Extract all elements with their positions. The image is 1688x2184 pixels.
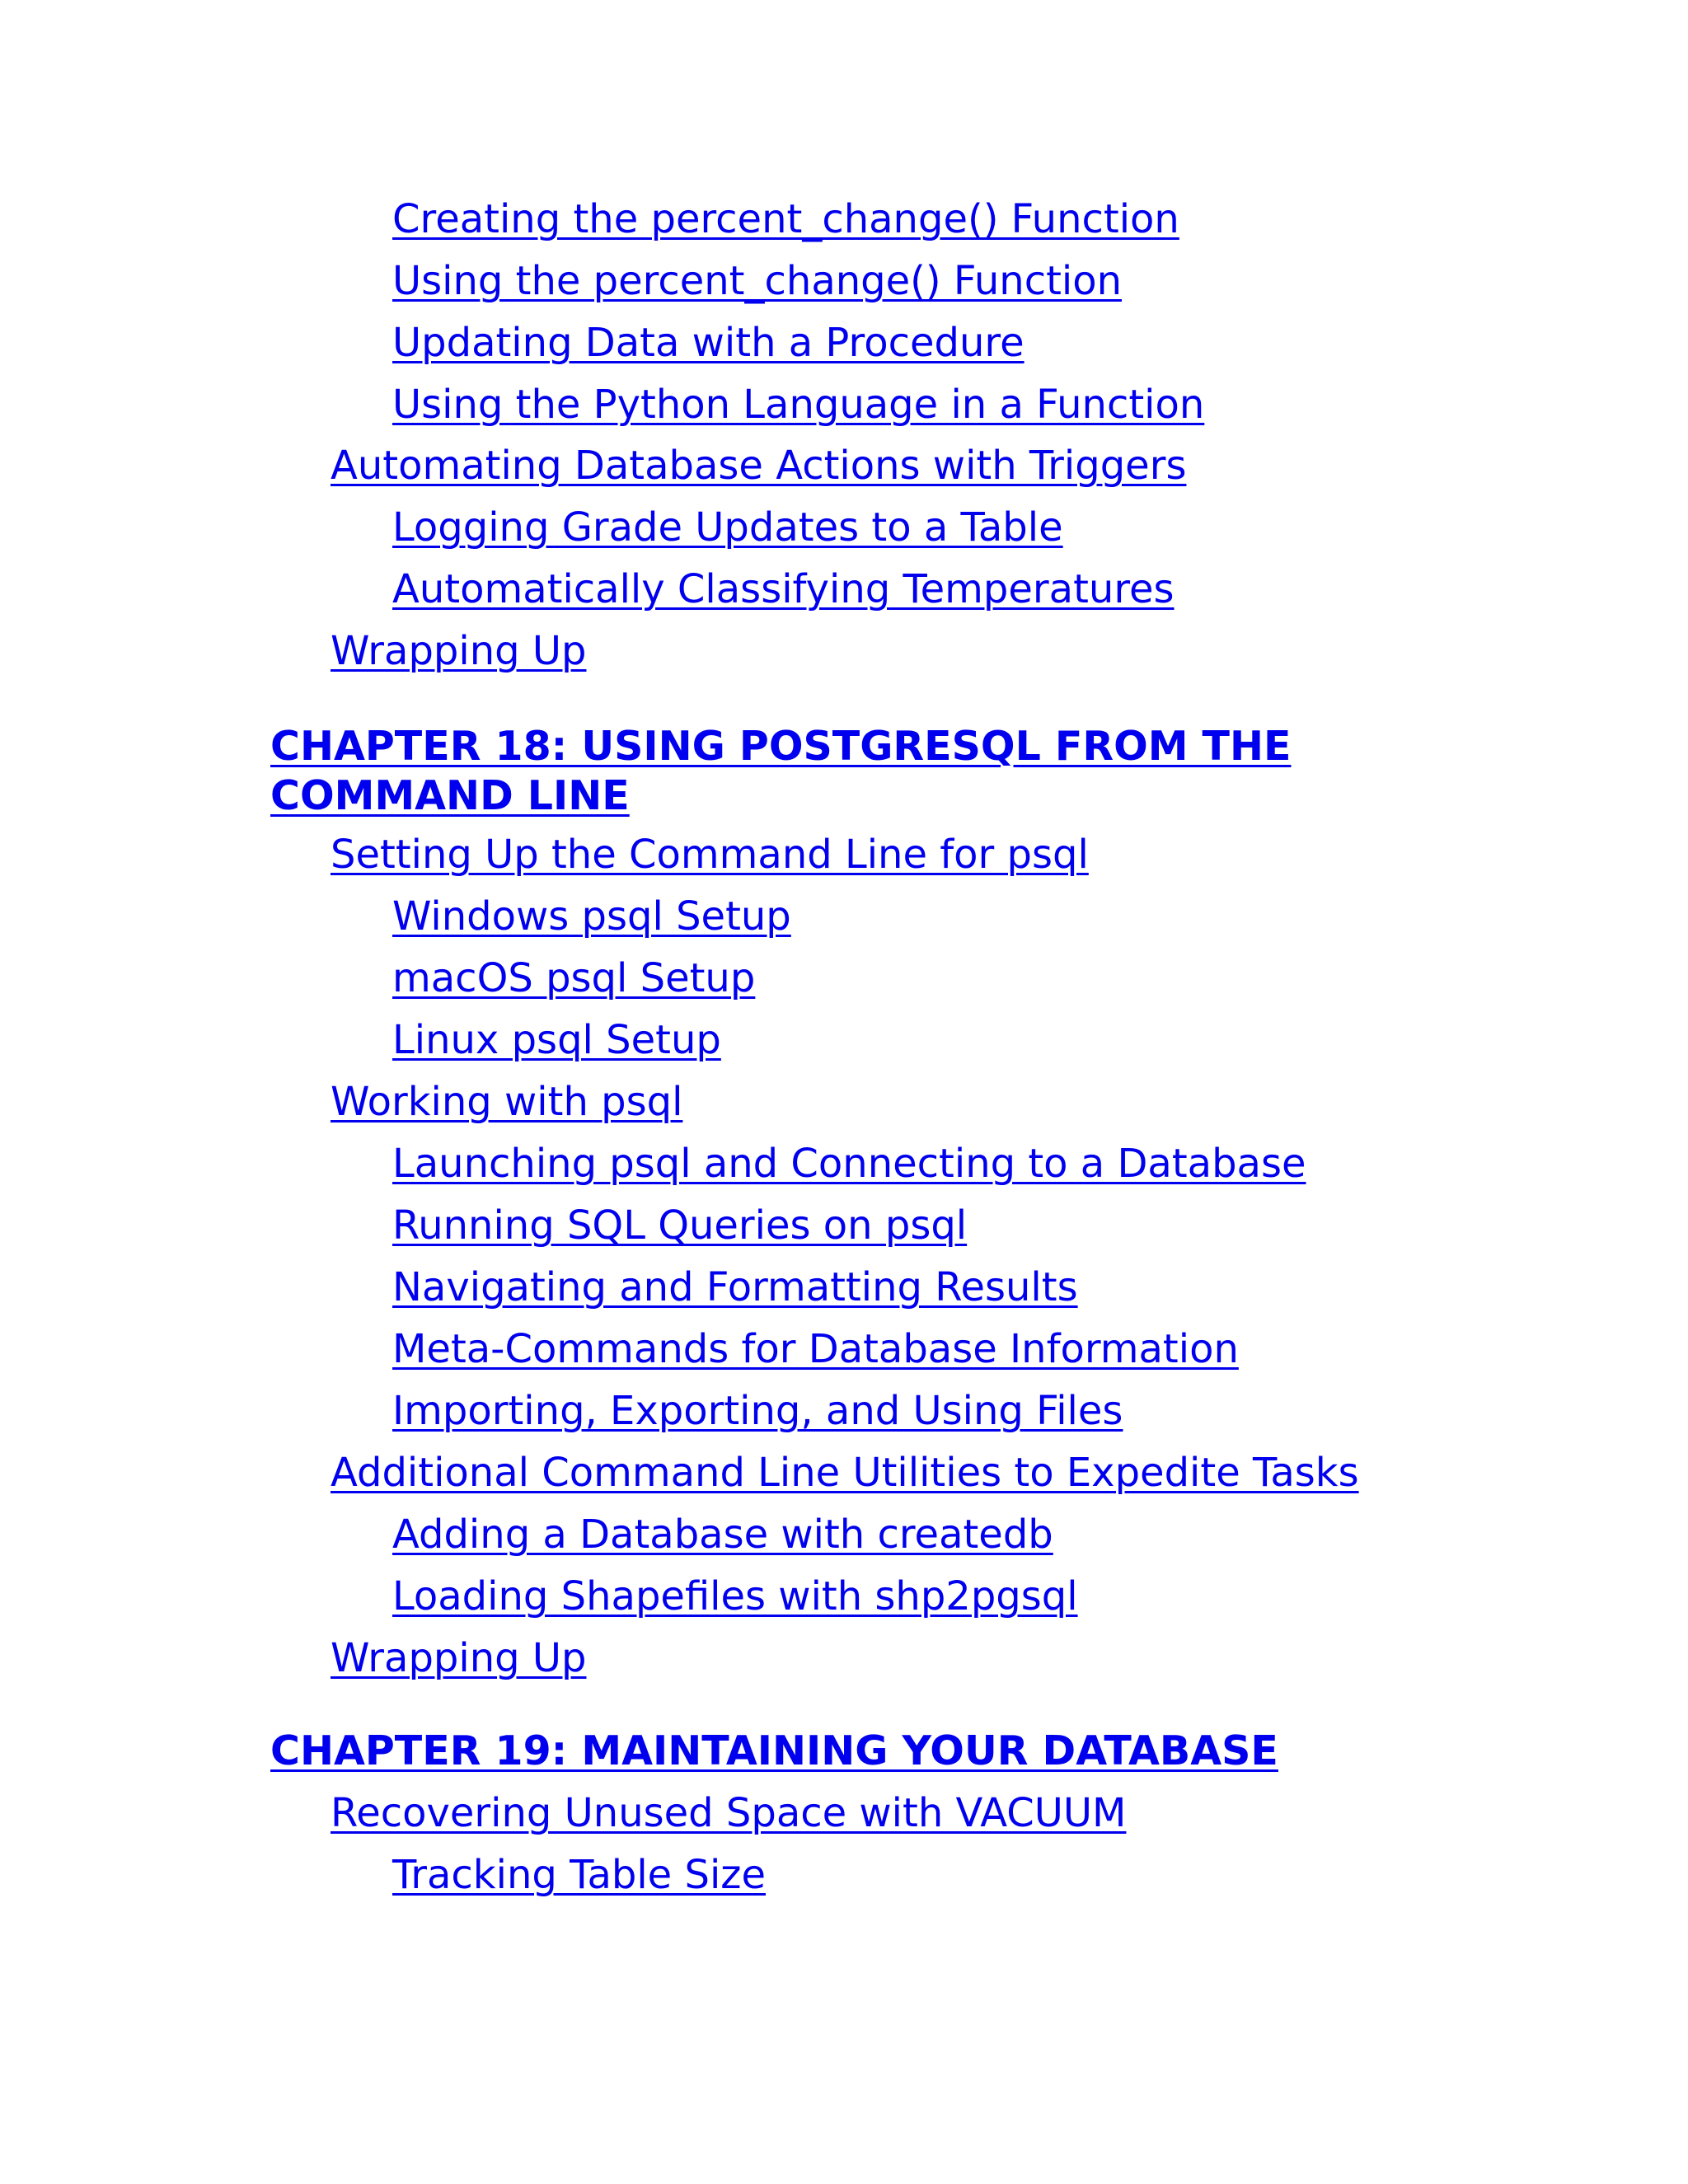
toc-link-macos-psql-setup[interactable]: macOS psql Setup <box>392 955 756 1001</box>
toc-link-automatically-classifying-temperatures[interactable]: Automatically Classifying Temperatures <box>392 566 1175 612</box>
toc-link-importing-exporting-files[interactable]: Importing, Exporting, and Using Files <box>392 1388 1123 1434</box>
toc-link-tracking-table-size[interactable]: Tracking Table Size <box>392 1852 766 1898</box>
toc-link-chapter-18[interactable]: CHAPTER 18: USING POSTGRESQL FROM THE COMMAND LINE <box>270 723 1292 819</box>
toc-link-wrapping-up-ch17[interactable]: Wrapping Up <box>331 628 587 674</box>
toc-link-wrapping-up-ch18[interactable]: Wrapping Up <box>331 1635 587 1681</box>
toc-link-linux-psql-setup[interactable]: Linux psql Setup <box>392 1017 721 1063</box>
toc-link-creating-percent-change-function[interactable]: Creating the percent_change() Function <box>392 196 1179 242</box>
toc-link-windows-psql-setup[interactable]: Windows psql Setup <box>392 893 791 940</box>
toc-link-navigating-formatting-results[interactable]: Navigating and Formatting Results <box>392 1264 1078 1310</box>
toc-link-running-sql-queries-psql[interactable]: Running SQL Queries on psql <box>392 1202 968 1249</box>
toc-link-recovering-unused-space-vacuum[interactable]: Recovering Unused Space with VACUUM <box>331 1790 1127 1836</box>
toc-link-meta-commands-database-info[interactable]: Meta-Commands for Database Information <box>392 1326 1239 1372</box>
toc-link-adding-database-createdb[interactable]: Adding a Database with createdb <box>392 1511 1053 1558</box>
toc-link-additional-command-line-utilities[interactable]: Additional Command Line Utilities to Expedite Tasks <box>331 1450 1359 1496</box>
toc-link-loading-shapefiles-shp2pgsql[interactable]: Loading Shapefiles with shp2pgsql <box>392 1573 1078 1619</box>
toc-link-chapter-19[interactable]: CHAPTER 19: MAINTAINING YOUR DATABASE <box>270 1727 1278 1774</box>
toc-link-updating-data-with-procedure[interactable]: Updating Data with a Procedure <box>392 320 1025 366</box>
toc-link-setting-up-command-line-psql[interactable]: Setting Up the Command Line for psql <box>331 832 1089 878</box>
toc-link-using-percent-change-function[interactable]: Using the percent_change() Function <box>392 258 1123 304</box>
toc-link-logging-grade-updates[interactable]: Logging Grade Updates to a Table <box>392 504 1063 551</box>
toc-link-launching-psql-connecting[interactable]: Launching psql and Connecting to a Database <box>392 1141 1306 1187</box>
toc-link-python-language-in-function[interactable]: Using the Python Language in a Function <box>392 382 1205 428</box>
toc-link-automating-database-actions-triggers[interactable]: Automating Database Actions with Triggers <box>331 443 1187 489</box>
toc-link-working-with-psql[interactable]: Working with psql <box>331 1079 683 1125</box>
